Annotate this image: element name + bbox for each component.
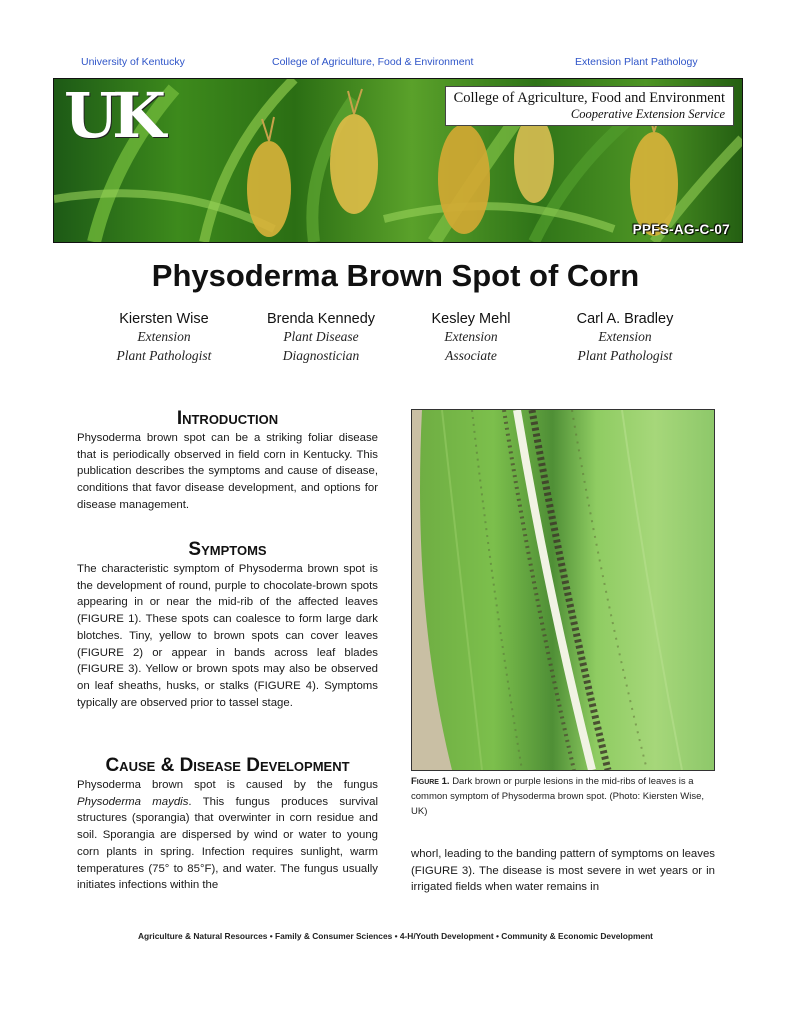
author-1	[84, 311, 244, 365]
author-role: Extension	[598, 329, 652, 344]
figure-label: Figure 1.	[411, 776, 450, 787]
university-link[interactable]: University of Kentucky	[81, 56, 185, 68]
department-link[interactable]: Extension Plant Pathology	[575, 56, 698, 68]
author-role: Plant Disease	[283, 329, 359, 344]
cause-section	[77, 755, 378, 894]
continued-text-section	[411, 846, 715, 896]
symptoms-heading: Symptoms	[188, 539, 267, 560]
publication-number: PPFS-AG-C-07	[632, 222, 730, 237]
author-name: Kesley Mehl	[431, 311, 511, 327]
college-name: College of Agriculture, Food and Environment	[453, 90, 725, 106]
introduction-section	[77, 408, 378, 514]
organism-name: Physoderma maydis	[77, 795, 189, 808]
extension-service: Cooperative Extension Service	[570, 107, 725, 121]
continued-text: whorl, leading to the banding pattern of symptoms on leaves (FIGURE 3). The disease is most severe in wet years or in irrigated fields when water remains in	[411, 848, 715, 894]
college-label-box	[445, 86, 734, 126]
author-3	[391, 311, 551, 365]
cause-text-part: . This fungus produces survival structures (sporangia) that overwinter in corn residue and soil. Sporangia are dispersed by wind or water to young corn plants in spring. Infection requires sunlight, warm temperatures (75° to 85°F), and water. The fungus usually initiates infections within the	[77, 795, 378, 892]
figure-caption-text: Dark brown or purple lesions in the mid-ribs of leaves is a common symptom of Physoderma brown spot. (Photo: Kiersten Wise, UK)	[411, 776, 705, 817]
symptoms-section	[77, 539, 378, 711]
cause-text	[77, 777, 378, 894]
author-4	[545, 311, 705, 365]
author-name: Kiersten Wise	[119, 311, 209, 327]
symptoms-text: The characteristic symptom of Physoderma brown spot is the development of round, purple to chocolate-brown spots appearing in or near the mid-rib of the affected leaves (FIGURE 1). These spots can coalesce to form large dark blotches. Tiny, yellow to brown spots can cover leaves (FIGURE 2) or appear in bands across leaf blades (FIGURE 3). Yellow or brown spots may also be observed on leaf sheaths, husks, or stalks (FIGURE 4). Symptoms typically are observed prior to tassel stage.	[77, 563, 378, 709]
corn-leaf-lesion-image	[412, 410, 714, 770]
author-name: Carl A. Bradley	[576, 311, 674, 327]
author-name: Brenda Kennedy	[266, 311, 376, 327]
cause-text-part: Physoderma brown spot is caused by the fungus	[77, 779, 378, 791]
introduction-heading: Introduction	[176, 408, 279, 429]
banner-image	[53, 78, 743, 243]
uk-logo: UK	[64, 79, 160, 152]
figure-1-caption	[411, 774, 715, 819]
author-role: Diagnostician	[282, 348, 360, 363]
author-role: Plant Pathologist	[577, 348, 673, 363]
author-2	[241, 311, 401, 365]
cause-heading: Cause & Disease Development	[105, 755, 350, 776]
author-role: Extension	[137, 329, 191, 344]
introduction-text: Physoderma brown spot can be a striking foliar disease that is periodically observed in field corn in Kentucky. This publication describes the symptoms and cause of disease, conditions that favor disease development, and options for disease management.	[77, 432, 378, 511]
header-links	[0, 56, 791, 70]
college-link[interactable]: College of Agriculture, Food & Environment	[272, 56, 474, 68]
page-title: Physoderma Brown Spot of Corn	[151, 258, 640, 293]
figure-1-photo	[411, 409, 715, 771]
author-role: Extension	[444, 329, 498, 344]
author-role: Plant Pathologist	[116, 348, 212, 363]
footer-program-areas: Agriculture & Natural Resources • Family & Consumer Sciences • 4-H/Youth Development • Community & Economic Development	[138, 931, 653, 941]
author-role: Associate	[445, 348, 497, 363]
